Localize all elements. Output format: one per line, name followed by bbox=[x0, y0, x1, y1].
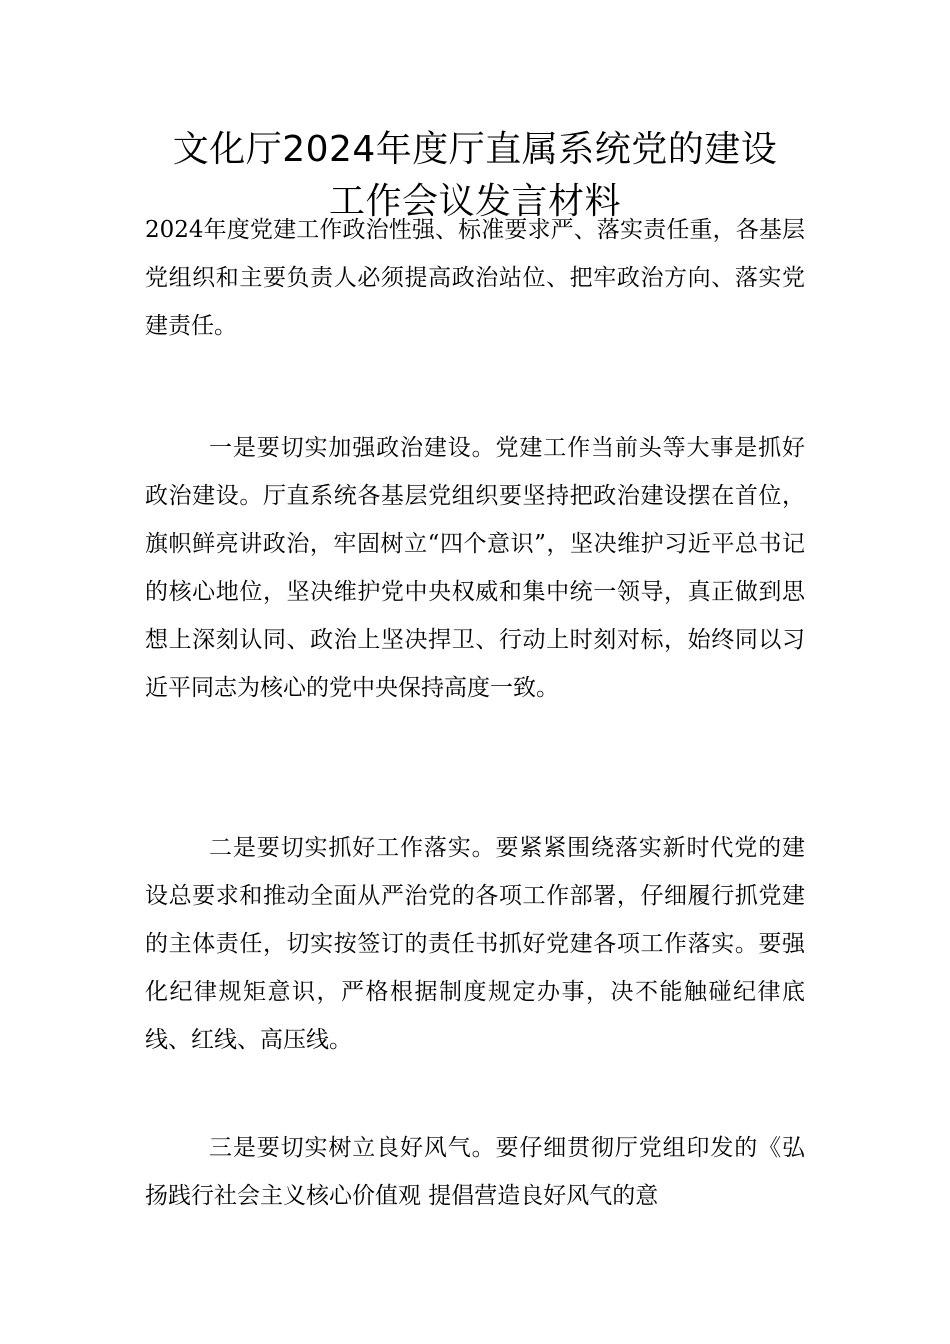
paragraph-work-implementation: 二是要切实抓好工作落实。要紧紧围绕落实新时代党的建设总要求和推动全面从严治党的各项工作部署，仔细履行抓党建的主体责任，切实按签订的责任书抓好党建各项工作落实。要强化纪律规矩意识，严格根据制度规定办事，决不能触碰纪律底线、红线、高压线。 bbox=[145, 835, 805, 1053]
intro-paragraph: 2024年度党建工作政治性强、标准要求严、落实责任重，各基层党组织和主要负责人必须提高政治站位、把牢政治方向、落实党建责任。 bbox=[145, 217, 805, 339]
paragraph-good-atmosphere: 三是要切实树立良好风气。要仔细贯彻厅党组印发的《弘扬践行社会主义核心价值观 提倡营造良好风气的意 bbox=[145, 1135, 805, 1209]
paragraph-political-building: 一是要切实加强政治建设。党建工作当前头等大事是抓好政治建设。厅直系统各基层党组织要坚持把政治建设摆在首位，旗帜鲜亮讲政治，牢固树立“四个意识”，坚决维护习近平总书记的核心地位，坚决维护党中央权威和集中统一领导，真正做到思想上深刻认同、政治上坚决捍卫、行动上时刻对标，始终同以习近平同志为核心的党中央保持高度一致。 bbox=[145, 435, 805, 701]
document-title-line-2: 工作会议发言材料 bbox=[328, 181, 621, 222]
document-title-line-1: 文化厅2024年度厅直属系统党的建设 bbox=[172, 129, 778, 170]
